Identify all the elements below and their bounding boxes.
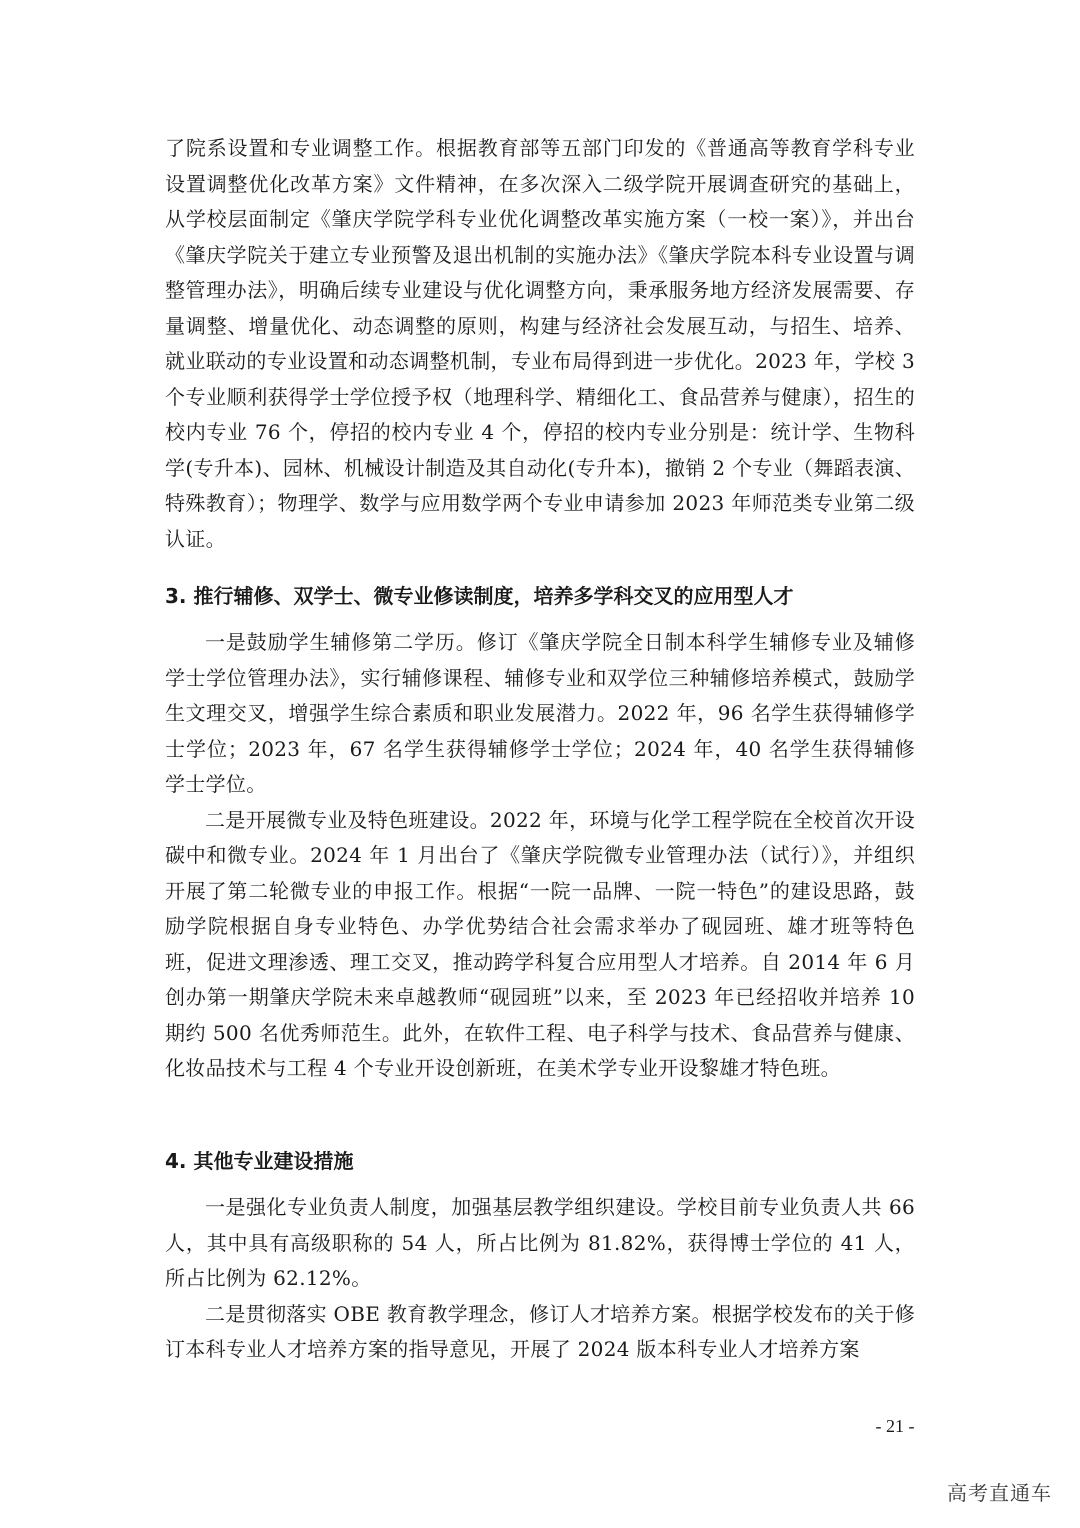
paragraph-specialty-adjustment: 了院系设置和专业调整工作。根据教育部等五部门印发的《普通高等教育学科专业设置调整优化改革方案》文件精神，在多次深入二级学院开展调查研究的基础上，从学校层面制定《肇庆学院学科专业优化调整改革实施方案（一校一案）》，并出台《肇庆学院关于建立专业预警及退出机制的实施办法》《肇庆学院本科专业设置与调整管理办法》，明确后续专业建设与优化调整方向，秉承服务地方经济发展需要、存量调整、增量优化、动态调整的原则，构建与经济社会发展互动，与招生、培养、就业联动的专业设置和动态调整机制，专业布局得到进一步优化。2023 年，学校 3 个专业顺利获得学士学位授予权（地理科学、精细化工、食品营养与健康），招生的校内专业 76 个，停招的校内专业 4 个，停招的校内专业分别是：统计学、生物科学(专升本)、园林、机械设计制造及其自动化(专升本)，撤销 2 个专业（舞蹈表演、特殊教育）；物理学、数学与应用数学两个专业申请参加 2023 年师范类专业第二级认证。 (165, 136, 915, 551)
text-block-section-3 (165, 625, 915, 1087)
text-block-intro (165, 131, 915, 557)
paragraph-obe-concept: 二是贯彻落实 OBE 教育教学理念，修订人才培养方案。根据学校发布的关于修订本科专业人才培养方案的指导意见，开展了 2024 版本科专业人才培养方案 (165, 1301, 915, 1361)
paragraph-micro-specialty: 二是开展微专业及特色班建设。2022 年，环境与化学工程学院在全校首次开设碳中和微专业。2024 年 1 月出台了《肇庆学院微专业管理办法（试行）》，并组织开展了第二轮微专业的申报工作。根据“一院一品牌、一院一特色”的建设思路，鼓励学院根据自身专业特色、办学优势结合社会需求举办了砚园班、雄才班等特色班，促进文理渗透、理工交叉，推动跨学科复合应用型人才培养。自 2014 年 6 月创办第一期肇庆学院未来卓越教师“砚园班”以来，至 2023 年已经招收并培养 10 期约 500 名优秀师范生。此外，在软件工程、电子科学与技术、食品营养与健康、化妆品技术与工程 4 个专业开设创新班，在美术学专业开设黎雄才特色班。 (165, 807, 915, 1080)
section-heading-4: 4. 其他专业建设措施 (165, 1149, 354, 1173)
paragraph-minor-degree: 一是鼓励学生辅修第二学历。修订《肇庆学院全日制本科学生辅修专业及辅修学士学位管理办法》，实行辅修课程、辅修专业和双学位三种辅修培养模式，鼓励学生文理交叉，增强学生综合素质和职业发展潜力。2022 年，96 名学生获得辅修学士学位；2023 年，67 名学生获得辅修学士学位；2024 年，40 名学生获得辅修学士学位。 (165, 630, 915, 796)
section-heading-3: 3. 推行辅修、双学士、微专业修读制度，培养多学科交叉的应用型人才 (165, 584, 794, 608)
paragraph-specialty-leaders: 一是强化专业负责人制度，加强基层教学组织建设。学校目前专业负责人共 66 人，其中具有高级职称的 54 人，所占比例为 81.82%，获得博士学位的 41 人，所占比例为 62.12%。 (165, 1195, 915, 1290)
text-block-section-4 (165, 1190, 915, 1368)
page-number: - 21 - (875, 1416, 915, 1436)
watermark-label: 高考直通车 (947, 1481, 1052, 1505)
